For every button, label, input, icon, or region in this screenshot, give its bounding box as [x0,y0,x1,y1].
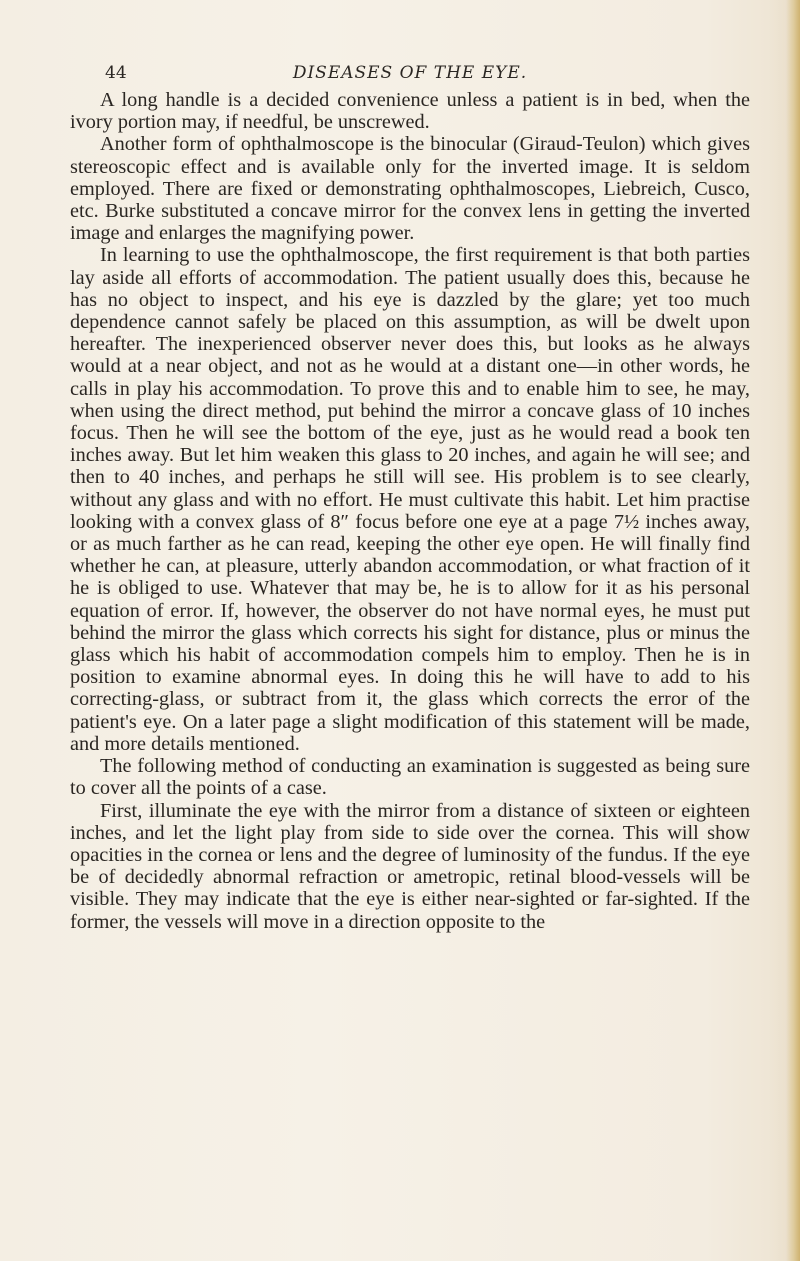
paragraph: In learning to use the ophthalmoscope, the first requirement is that both parties lay aside all efforts of accommodation. The patient usually does this, because he has no object to inspect, and his eye is dazzled by the glare; yet too much dependence cannot safely be placed on this assumption, as will be dwelt upon hereafter. The inexperienced observer never does this, but looks as he always would at a near object, and not as he would at a distant one—in other words, he calls in play his accommodation. To prove this and to enable him to see, he may, when using the direct method, put behind the mirror a concave glass of 10 inches focus. Then he will see the bottom of the eye, just as he would read a book ten inches away. But let him weaken this glass to 20 inches, and again he will see; and then to 40 inches, and perhaps he still will see. His problem is to see clearly, without any glass and with no effort. He must cultivate this habit. Let him practise looking with a convex glass of 8″ focus before one eye at a page 7½ inches away, or as much farther as he can read, keeping the other eye open. He will finally find whether he can, at pleasure, utterly abandon accommodation, or what fraction of it he is obliged to use. Whatever that may be, he is to allow for it as his personal equation of error. If, however, the observer do not have normal eyes, he must put behind the mirror the glass which corrects his sight for distance, plus or minus the glass which his habit of accommodation compels him to employ. Then he is in position to examine abnormal eyes. In doing this he will have to add to his correcting-glass, or subtract from it, the glass which corrects the error of the patient's eye. On a later page a slight modification of this statement will be made, and more details mentioned. [70,244,750,755]
paragraph: The following method of conducting an examination is suggested as being sure to cover all the points of a case. [70,755,750,800]
page-edge [786,0,800,1261]
page-header [70,62,750,84]
running-head: DISEASES OF THE EYE. [292,63,528,83]
paragraph: First, illuminate the eye with the mirror from a distance of sixteen or eighteen inches, and let the light play from side to side over the cornea. This will show opacities in the cornea or lens and the degree of luminosity of the fundus. If the eye be of decidedly abnormal refraction or ametropic, retinal blood-vessels will be visible. They may indicate that the eye is either near-sighted or far-sighted. If the former, the vessels will move in a direction opposite to the [70,799,750,933]
paragraph: Another form of ophthalmoscope is the binocular (Giraud-Teulon) which gives stereoscopic effect and is available only for the inverted image. It is seldom employed. There are fixed or demonstrating ophthalmoscopes, Liebreich, Cusco, etc. Burke substituted a concave mirror for the convex lens in getting the inverted image and enlarges the magnifying power. [70,133,750,245]
page-number: 44 [105,63,127,83]
body-text [70,89,750,933]
paragraph: A long handle is a decided convenience unless a patient is in bed, when the ivory portion may, if needful, be unscrewed. [70,89,750,134]
